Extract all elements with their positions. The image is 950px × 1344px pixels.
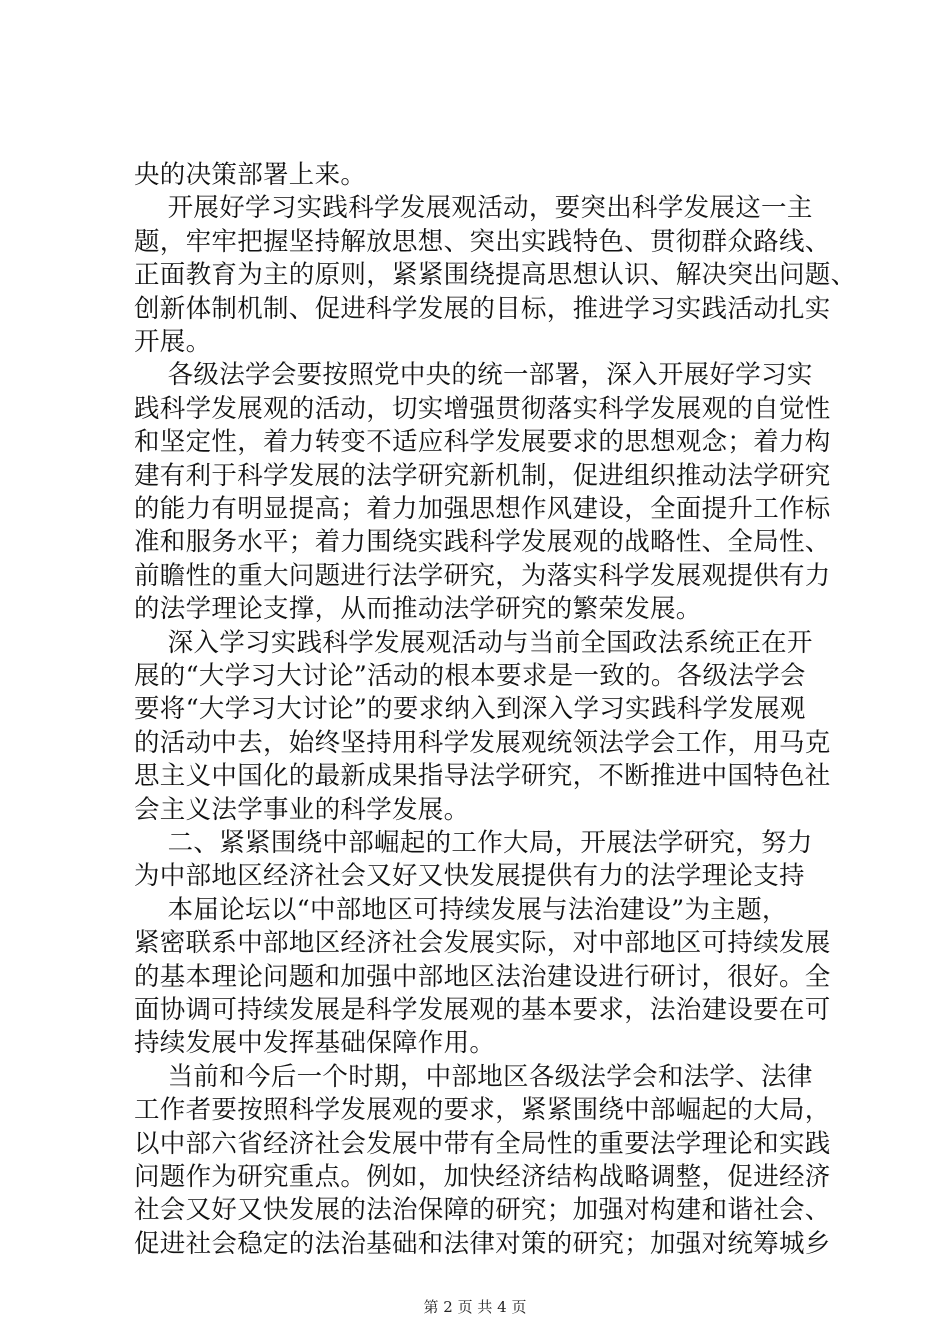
text-line: 面协调可持续发展是科学发展观的基本要求，法治建设要在可	[134, 995, 831, 1025]
text-line: 的法学理论支撑，从而推动法学研究的繁荣发展。	[134, 594, 702, 625]
text-line: 持续发展中发挥基础保障作用。	[134, 1028, 496, 1059]
text-line: 开展好学习实践科学发展观活动，要突出科学发展这一主	[134, 193, 813, 224]
text-line: 开展。	[134, 327, 212, 357]
text-line: 践科学发展观的活动，切实增强贯彻落实科学发展观的自觉性	[134, 393, 831, 424]
text-line: 会主义法学事业的科学发展。	[134, 794, 470, 825]
text-line: 正面教育为主的原则，紧紧围绕提高思想认识、解决突出问题、	[134, 260, 857, 291]
text-line: 各级法学会要按照党中央的统一部署，深入开展好学习实	[134, 360, 813, 391]
text-line: 央的决策部署上来。	[134, 160, 367, 190]
text-line: 展的“大学习大讨论”活动的根本要求是一致的。各级法学会	[134, 661, 806, 691]
text-line: 建有利于科学发展的法学研究新机制，促进组织推动法学研究	[134, 460, 831, 491]
text-line: 本届论坛以“中部地区可持续发展与法治建设”为主题，	[134, 894, 788, 925]
text-line: 题，牢牢把握坚持解放思想、突出实践特色、贯彻群众路线、	[134, 226, 831, 257]
text-line: 深入学习实践科学发展观活动与当前全国政法系统正在开	[134, 627, 813, 658]
text-line: 思主义中国化的最新成果指导法学研究，不断推进中国特色社	[134, 761, 831, 792]
text-line: 要将“大学习大讨论”的要求纳入到深入学习实践科学发展观	[134, 694, 806, 725]
text-line: 的基本理论问题和加强中部地区法治建设进行研讨，很好。全	[134, 961, 831, 992]
text-line: 和坚定性，着力转变不适应科学发展要求的思想观念；着力构	[134, 427, 831, 458]
text-line: 准和服务水平；着力围绕实践科学发展观的战略性、全局性、	[134, 527, 831, 558]
text-line: 的能力有明显提高；着力加强思想作风建设，全面提升工作标	[134, 494, 831, 524]
text-line: 为中部地区经济社会又好又快发展提供有力的法学理论支持	[134, 861, 805, 892]
text-line: 问题作为研究重点。例如，加快经济结构战略调整，促进经济	[134, 1162, 831, 1192]
page-footer: 第 2 页 共 4 页	[423, 1298, 527, 1316]
text-line: 工作者要按照科学发展观的要求，紧紧围绕中部崛起的大局，	[134, 1095, 831, 1126]
text-line: 二、紧紧围绕中部崛起的工作大局，开展法学研究，努力	[134, 828, 813, 858]
text-line: 当前和今后一个时期，中部地区各级法学会和法学、法律	[134, 1061, 813, 1092]
text-line: 创新体制机制、促进科学发展的目标，推进学习实践活动扎实	[134, 293, 831, 324]
text-line: 以中部六省经济社会发展中带有全局性的重要法学理论和实践	[134, 1128, 831, 1159]
text-line: 紧密联系中部地区经济社会发展实际，对中部地区可持续发展	[134, 928, 831, 959]
text-line: 社会又好又快发展的法治保障的研究；加强对构建和谐社会、	[134, 1195, 831, 1226]
text-line: 的活动中去，始终坚持用科学发展观统领法学会工作，用马克	[134, 727, 831, 758]
text-line: 前瞻性的重大问题进行法学研究，为落实科学发展观提供有力	[134, 560, 831, 591]
text-line: 促进社会稳定的法治基础和法律对策的研究；加强对统筹城乡	[134, 1228, 831, 1259]
